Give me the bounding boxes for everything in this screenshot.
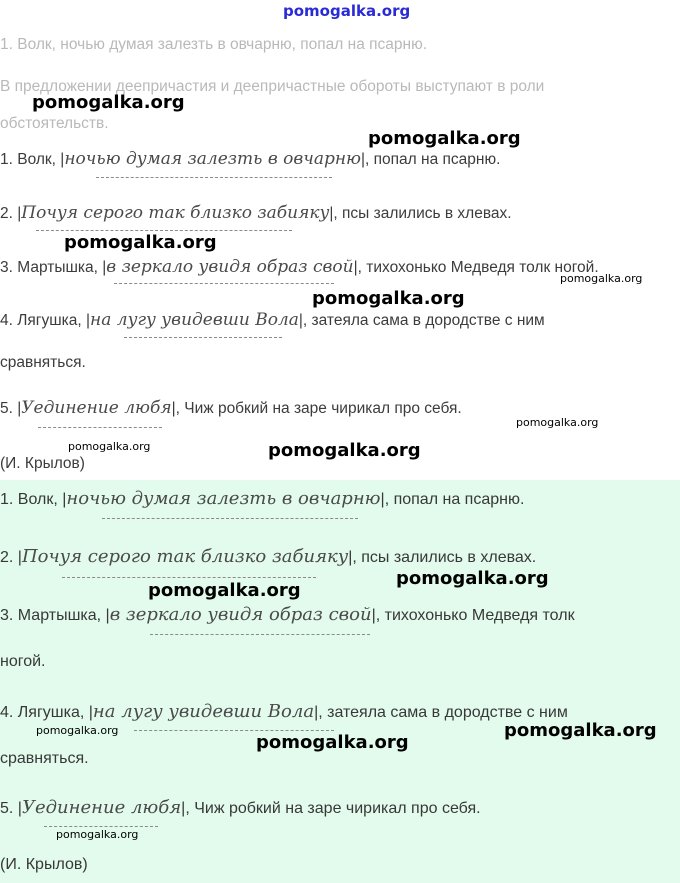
task-explanation-line1: В предложении деепричастия и деепричастные обороты выступают в роли bbox=[0, 78, 545, 95]
dash-dot-underline bbox=[44, 826, 158, 827]
part2-sentence-3-continuation: ногой. bbox=[0, 653, 46, 670]
sentence-suffix: |, тихохонько Медведя толк bbox=[371, 607, 575, 624]
watermark: pomogalka.org bbox=[64, 232, 217, 253]
dash-dot-underline bbox=[114, 283, 334, 284]
task-sentence: 1. Волк, ночью думая залезть в овчарню, попал на псарню. bbox=[0, 36, 427, 53]
sentence-suffix: |, псы залились в хлевах. bbox=[348, 549, 537, 566]
part2-author: (И. Крылов) bbox=[0, 856, 88, 873]
watermark: pomogalka.org bbox=[368, 128, 521, 149]
dash-dot-underline bbox=[36, 230, 292, 231]
part2-sentence-5 bbox=[0, 797, 481, 818]
handwritten-phrase: Уединение любя bbox=[21, 398, 172, 418]
watermark: pomogalka.org bbox=[148, 580, 301, 601]
sentence-suffix: |, затеяла сама в дородстве с ним bbox=[314, 704, 568, 721]
handwritten-phrase: Уединение любя bbox=[21, 797, 182, 818]
watermark: pomogalka.org bbox=[36, 724, 119, 737]
answer-panel bbox=[0, 480, 680, 883]
dash-dot-underline bbox=[134, 730, 334, 731]
watermark: pomogalka.org bbox=[268, 440, 421, 461]
sentence-suffix: |, тихохонько Медведя толк ногой. bbox=[353, 259, 599, 276]
handwritten-phrase: Почуя серого так близко забияку bbox=[21, 546, 349, 567]
sentence-prefix: 3. Мартышка, | bbox=[0, 259, 107, 276]
part1-sentence-1 bbox=[0, 149, 500, 169]
handwritten-phrase: ночью думая залезть в овчарню bbox=[64, 149, 362, 169]
sentence-prefix: 4. Лягушка, | bbox=[0, 312, 91, 329]
header-watermark: pomogalka.org bbox=[283, 2, 411, 20]
handwritten-phrase: на лугу увидевши Вола bbox=[92, 701, 315, 722]
handwritten-phrase: на лугу увидевши Вола bbox=[90, 310, 299, 330]
part2-sentence-3 bbox=[0, 604, 575, 625]
dash-dot-underline bbox=[124, 337, 282, 338]
part1-sentence-3 bbox=[0, 257, 599, 277]
dash-dot-underline bbox=[62, 577, 316, 578]
watermark: pomogalka.org bbox=[396, 568, 549, 589]
watermark: pomogalka.org bbox=[256, 732, 409, 753]
part1-sentence-4 bbox=[0, 310, 545, 330]
sentence-prefix: 3. Мартышка, | bbox=[0, 607, 110, 624]
sentence-suffix: |, попал на псарню. bbox=[361, 151, 501, 168]
sentence-suffix: |, псы залились в хлевах. bbox=[329, 205, 512, 222]
sentence-prefix: 1. Волк, | bbox=[0, 491, 67, 508]
dash-dot-underline bbox=[38, 427, 162, 428]
watermark: pomogalka.org bbox=[516, 416, 599, 429]
part2-sentence-1 bbox=[0, 488, 524, 509]
sentence-suffix: |, Чиж робкий на заре чирикал про себя. bbox=[181, 800, 481, 817]
task-explanation-line2: обстоятельств. bbox=[0, 115, 109, 132]
watermark: pomogalka.org bbox=[32, 92, 185, 113]
part1-author: (И. Крылов) bbox=[0, 455, 85, 472]
part1-sentence-4-continuation: сравняться. bbox=[0, 354, 86, 371]
dash-dot-underline bbox=[102, 518, 358, 519]
part1-sentence-5 bbox=[0, 398, 462, 418]
sentence-prefix: 2. | bbox=[0, 205, 22, 222]
handwritten-phrase: ночью думая залезть в овчарню bbox=[66, 488, 381, 509]
sentence-suffix: |, Чиж робкий на заре чирикал про себя. bbox=[171, 400, 462, 417]
watermark: pomogalka.org bbox=[312, 288, 465, 309]
sentence-prefix: 2. | bbox=[0, 549, 22, 566]
dash-dot-underline bbox=[96, 177, 332, 178]
handwritten-phrase: в зеркало увидя образ свой bbox=[106, 257, 354, 277]
watermark: pomogalka.org bbox=[56, 828, 139, 841]
sentence-prefix: 4. Лягушка, | bbox=[0, 704, 93, 721]
dash-dot-underline bbox=[150, 634, 370, 635]
part2-sentence-4 bbox=[0, 701, 568, 722]
part1-sentence-2 bbox=[0, 203, 512, 223]
handwritten-phrase: в зеркало увидя образ свой bbox=[109, 604, 372, 625]
sentence-suffix: |, попал на псарню. bbox=[380, 491, 525, 508]
sentence-prefix: 5. | bbox=[0, 800, 22, 817]
sentence-prefix: 5. | bbox=[0, 400, 22, 417]
watermark: pomogalka.org bbox=[504, 720, 657, 741]
watermark: pomogalka.org bbox=[68, 440, 151, 453]
sentence-prefix: 1. Волк, | bbox=[0, 151, 65, 168]
watermark: pomogalka.org bbox=[560, 272, 643, 285]
handwritten-phrase: Почуя серого так близко забияку bbox=[21, 203, 330, 223]
sentence-suffix: |, затеяла сама в дородстве с ним bbox=[298, 312, 545, 329]
part2-sentence-2 bbox=[0, 546, 536, 567]
part2-sentence-4-continuation: сравняться. bbox=[0, 750, 89, 767]
